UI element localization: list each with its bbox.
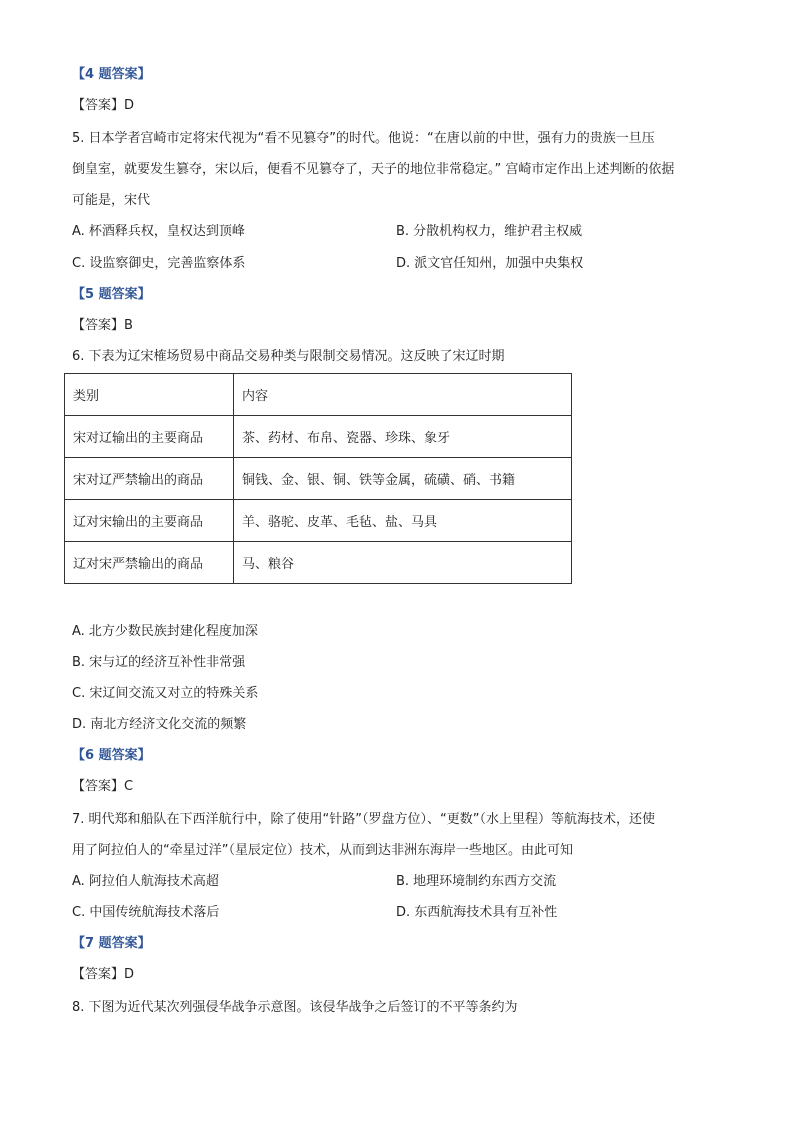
q7-option-d: D. 东西航海技术具有互补性 bbox=[396, 905, 558, 920]
table-cell: 宋对辽严禁输出的商品 bbox=[65, 458, 234, 500]
q7-answer-tag: 【7 题答案】 bbox=[72, 936, 151, 951]
table-row bbox=[65, 500, 572, 542]
q6-option-c: C. 宋辽间交流又对立的特殊关系 bbox=[72, 686, 259, 701]
q5-option-d: D. 派文官任知州，加强中央集权 bbox=[396, 256, 584, 271]
q5-stem-line-3: 可能是，宋代 bbox=[72, 193, 151, 208]
table-header-category: 类别 bbox=[65, 374, 234, 416]
table-row bbox=[65, 542, 572, 584]
q5-stem-line-2: 倒皇室，就要发生篡夺，宋以后，便看不见篡夺了，天子的地位非常稳定。” 宫崎市定作出上述判断的依据 bbox=[72, 162, 675, 177]
q6-stem: 6. 下表为辽宋榷场贸易中商品交易种类与限制交易情况。这反映了宋辽时期 bbox=[72, 349, 505, 364]
q7-option-a: A. 阿拉伯人航海技术高超 bbox=[72, 874, 219, 889]
q4-answer: 【答案】D bbox=[72, 98, 135, 113]
q5-answer: 【答案】B bbox=[72, 318, 133, 333]
table-cell: 辽对宋输出的主要商品 bbox=[65, 500, 234, 542]
q7-option-c: C. 中国传统航海技术落后 bbox=[72, 905, 220, 920]
table-row bbox=[65, 458, 572, 500]
q4-answer-tag: 【4 题答案】 bbox=[72, 67, 151, 82]
q7-answer: 【答案】D bbox=[72, 967, 135, 982]
q6-option-a: A. 北方少数民族封建化程度加深 bbox=[72, 624, 258, 639]
table-cell: 茶、药材、布帛、瓷器、珍珠、象牙 bbox=[234, 416, 572, 458]
q5-stem-line-1: 5. 日本学者宫崎市定将宋代视为“看不见篡夺”的时代。他说：“在唐以前的中世，强有力的贵族一旦压 bbox=[72, 131, 655, 146]
table-cell: 宋对辽输出的主要商品 bbox=[65, 416, 234, 458]
table-cell: 羊、骆驼、皮革、毛毡、盐、马具 bbox=[234, 500, 572, 542]
q6-answer-tag: 【6 题答案】 bbox=[72, 748, 151, 763]
q5-answer-tag: 【5 题答案】 bbox=[72, 287, 151, 302]
table-cell: 马、粮谷 bbox=[234, 542, 572, 584]
q6-option-d: D. 南北方经济文化交流的频繁 bbox=[72, 717, 247, 732]
q6-answer: 【答案】C bbox=[72, 779, 134, 794]
table-cell: 辽对宋严禁输出的商品 bbox=[65, 542, 234, 584]
q5-option-a: A. 杯酒释兵权，皇权达到顶峰 bbox=[72, 224, 245, 239]
q7-stem-line-2: 用了阿拉伯人的“牵星过洋”（星辰定位）技术，从而到达非洲东海岸一些地区。由此可知 bbox=[72, 843, 573, 858]
q8-stem: 8. 下图为近代某次列强侵华战争示意图。该侵华战争之后签订的不平等条约为 bbox=[72, 1000, 518, 1015]
q5-option-c: C. 设监察御史，完善监察体系 bbox=[72, 256, 246, 271]
q7-stem-line-1: 7. 明代郑和船队在下西洋航行中，除了使用“针路”（罗盘方位）、“更数”（水上里程）等航海技术，还使 bbox=[72, 812, 655, 827]
table-row bbox=[65, 416, 572, 458]
table-header-content: 内容 bbox=[234, 374, 572, 416]
q5-option-b: B. 分散机构权力，维护君主权威 bbox=[396, 224, 583, 239]
q7-option-b: B. 地理环境制约东西方交流 bbox=[396, 874, 557, 889]
table-cell: 铜钱、金、银、铜、铁等金属，硫磺、硝、书籍 bbox=[234, 458, 572, 500]
table-header-row bbox=[65, 374, 572, 416]
trade-table bbox=[64, 373, 572, 584]
q6-option-b: B. 宋与辽的经济互补性非常强 bbox=[72, 655, 246, 670]
